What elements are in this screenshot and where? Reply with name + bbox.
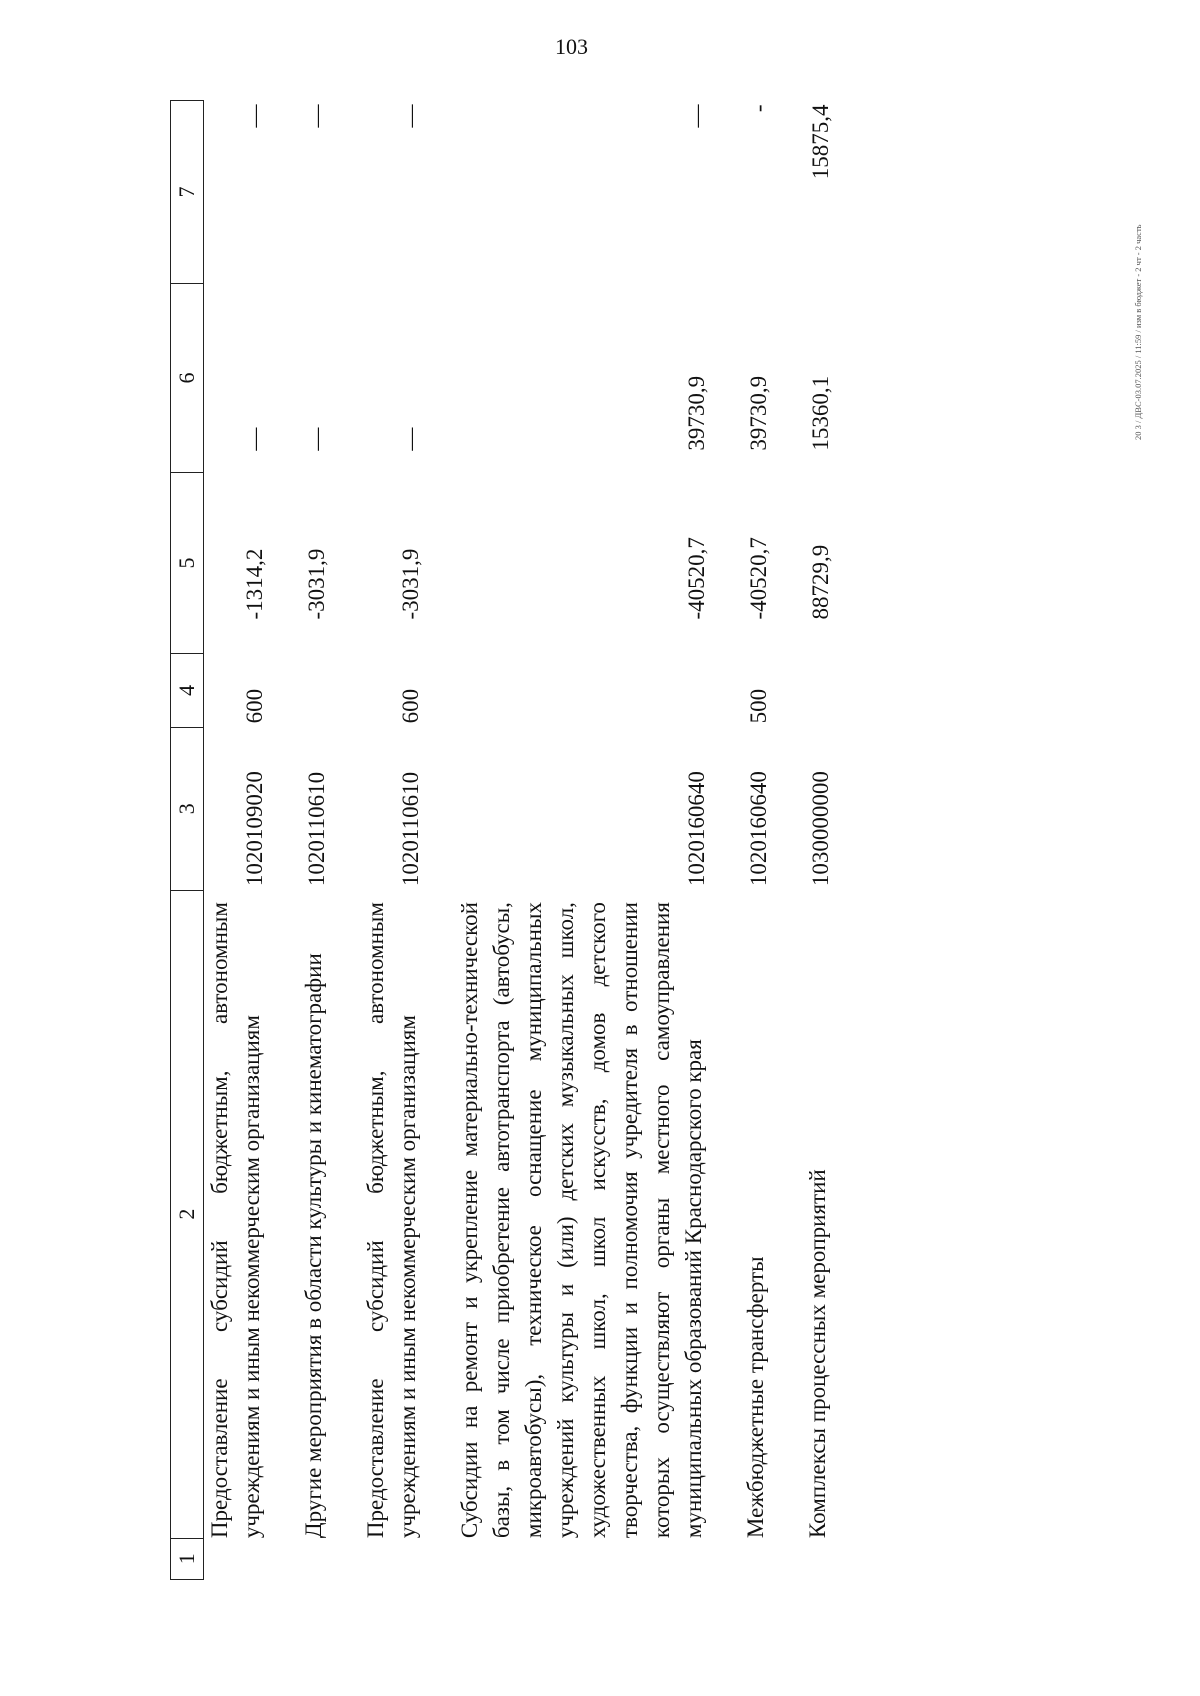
row-type: 500 — [746, 688, 771, 724]
row-col7: — — [684, 104, 709, 128]
row-code: 1020110610 — [398, 771, 423, 887]
row-col6: 39730,9 — [684, 375, 709, 451]
header-col-5: 5 — [171, 473, 204, 654]
row-name: Предоставление субсидий бюджетным, автономным учреждениям и иным некоммерческим организациям — [207, 902, 264, 1539]
row-col6: 15360,1 — [808, 375, 833, 451]
table-row — [802, 101, 834, 1580]
header-col-7: 7 — [171, 101, 204, 284]
row-name: Предоставление субсидий бюджетным, автономным учреждениям и иным некоммерческим организациям — [363, 902, 420, 1539]
row-name: Межбюджетные трансферты — [743, 1256, 768, 1539]
header-col-3: 3 — [171, 727, 204, 890]
header-col-4: 4 — [171, 654, 204, 728]
table-row — [740, 101, 772, 1580]
row-type: 600 — [398, 688, 423, 724]
table-row — [360, 101, 424, 1580]
budget-table — [170, 100, 834, 1580]
row-code: 1030000000 — [808, 771, 833, 887]
row-col6: 39730,9 — [746, 375, 771, 451]
row-code: 1020160640 — [746, 771, 771, 887]
row-type — [802, 654, 834, 728]
row-code: 1020110610 — [304, 771, 329, 887]
row-col7: 15875,4 — [808, 104, 833, 180]
table-row — [204, 101, 269, 1580]
table-row — [454, 101, 710, 1580]
row-col7: - — [746, 104, 771, 113]
row-code: 1020109020 — [242, 771, 267, 887]
footer-note: 20 3 / ДВС-03.07.2025 / 11:59 / изм в бюджет - 2 чт - 2 часть — [1133, 224, 1143, 440]
row-col7: — — [242, 104, 267, 128]
row-type: 600 — [242, 688, 267, 724]
row-col5: -40520,7 — [746, 537, 771, 620]
row-col7: — — [398, 104, 423, 128]
table-row — [298, 101, 330, 1580]
header-col-2: 2 — [171, 890, 204, 1538]
row-col6: — — [304, 427, 329, 451]
header-col-1: 1 — [171, 1538, 204, 1579]
row-col5: 88729,9 — [808, 544, 833, 620]
row-name: Другие мероприятия в области культуры и кинематографии — [301, 953, 326, 1539]
row-name: Комплексы процессных мероприятий — [805, 1169, 830, 1539]
row-name: Субсидии на ремонт и укрепление материально-технической базы, в том числе приобретение автотранспорта (автобусы, микроавтобусы), техническое оснащение муниципальных учреждений культуры и (или) детских музыкальных школ, художественных школ, школ искусств, домов детского творчества, функции и полномочия учредителя в отношении которых осуществляют органы местного самоуправления муниципальных образований Краснодарского края — [457, 902, 706, 1539]
row-type — [298, 654, 330, 728]
row-type — [454, 654, 710, 728]
row-col7: — — [304, 104, 329, 128]
row-col5: -3031,9 — [304, 548, 329, 620]
row-col5: -40520,7 — [684, 537, 709, 620]
header-col-6: 6 — [171, 284, 204, 473]
row-col6: — — [398, 427, 423, 451]
row-col5: -3031,9 — [398, 548, 423, 620]
row-col6: — — [242, 427, 267, 451]
page-number: 103 — [555, 34, 588, 59]
rotated-table-page — [170, 100, 1050, 1580]
row-col5: -1314,2 — [242, 548, 267, 620]
row-code: 1020160640 — [684, 771, 709, 887]
table-header-row — [171, 101, 204, 1580]
